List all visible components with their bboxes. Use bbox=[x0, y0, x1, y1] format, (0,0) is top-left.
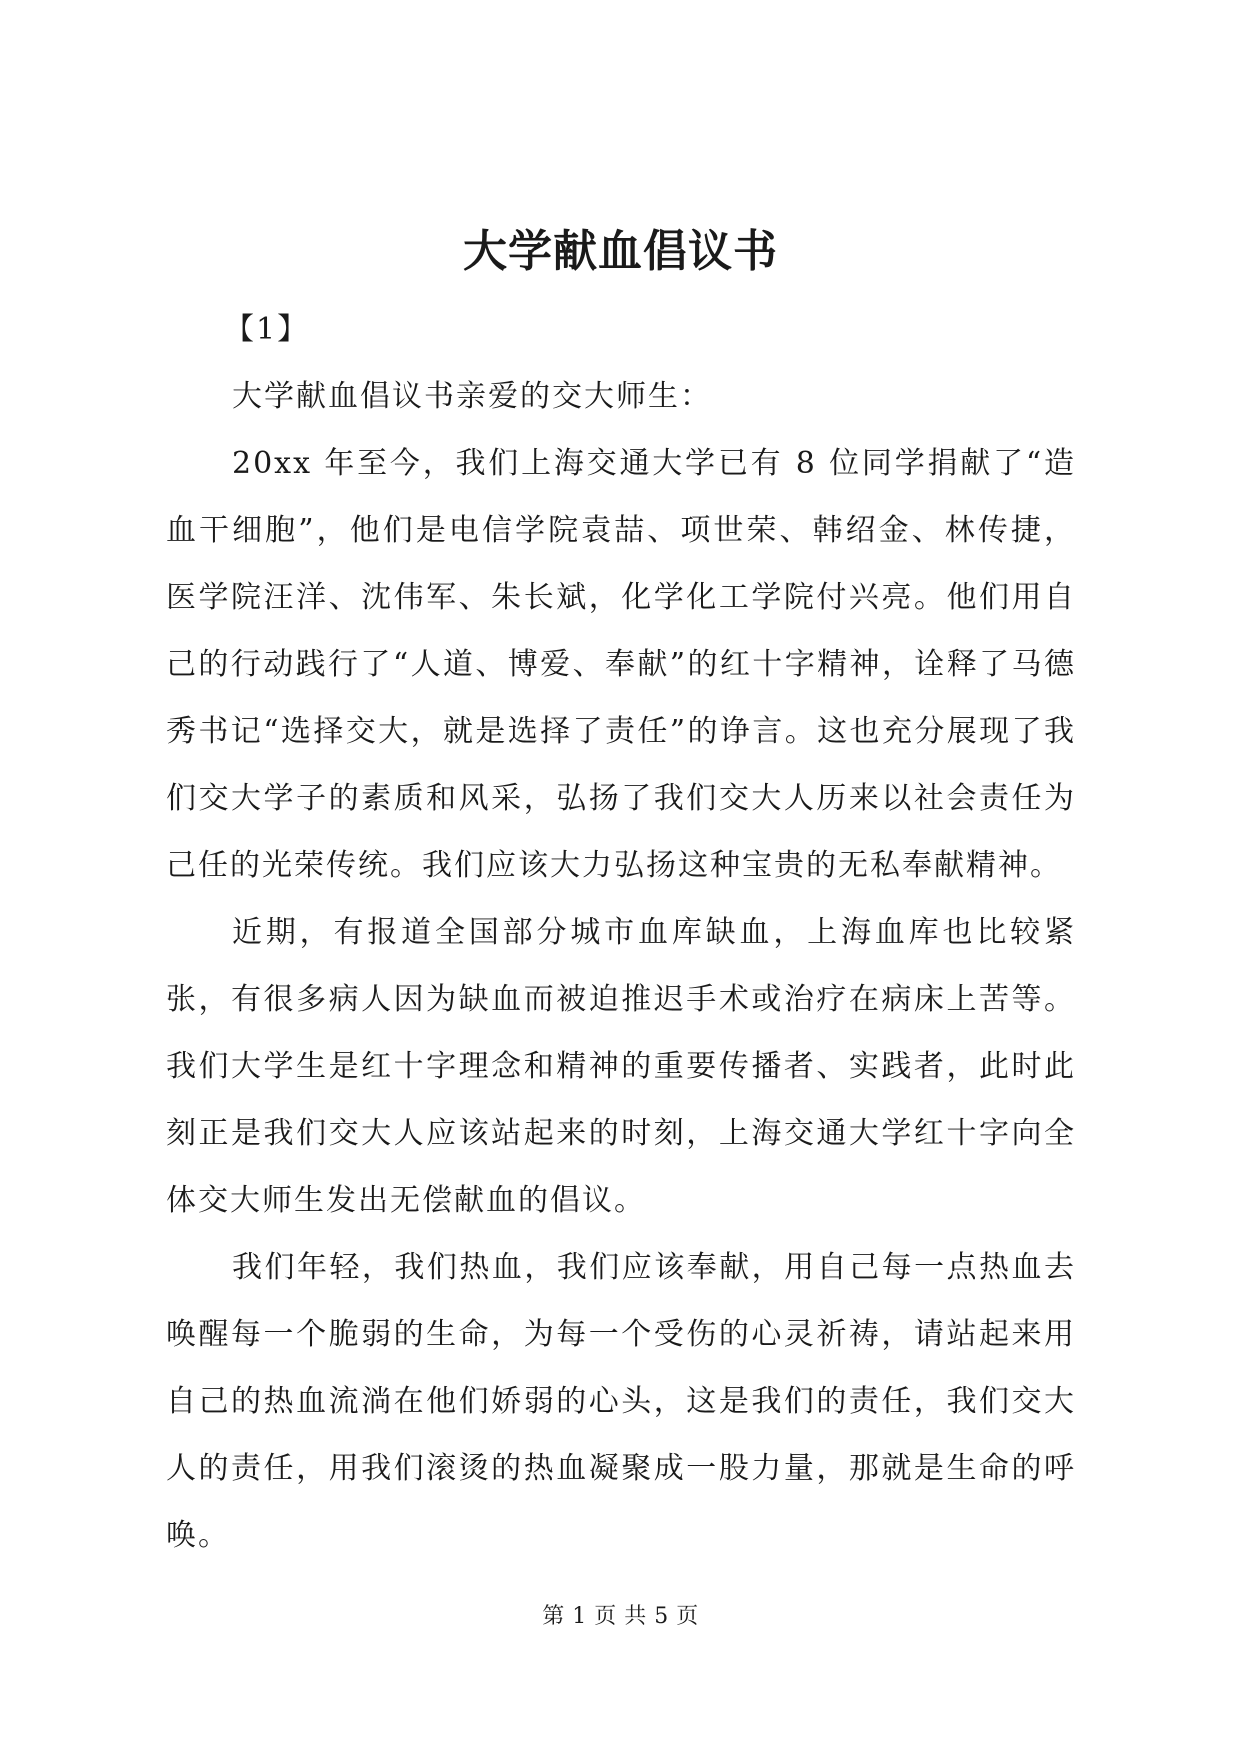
paragraph-call-to-action: 我们年轻，我们热血，我们应该奉献，用自己每一点热血去唤醒每一个脆弱的生命，为每一个受伤的心灵祈祷，请站起来用自己的热血流淌在他们娇弱的心头，这是我们的责任，我们交大人的责任，用我们滚烫的热血凝聚成一股力量，那就是生命的呼唤。 bbox=[166, 1250, 1076, 1553]
paragraph-salutation: 大学献血倡议书亲爱的交大师生： bbox=[232, 379, 712, 414]
document-body bbox=[166, 296, 1076, 1569]
paragraph-blood-shortage: 近期，有报道全国部分城市血库缺血，上海血库也比较紧张，有很多病人因为缺血而被迫推迟手术或治疗在病床上苦等。我们大学生是红十字理念和精神的重要传播者、实践者，此时此刻正是我们交大人应该站起来的时刻，上海交通大学红十字向全体交大师生发出无偿献血的倡议。 bbox=[166, 915, 1076, 1218]
section-heading: 【1】 bbox=[224, 312, 310, 347]
document-title: 大学献血倡议书 bbox=[463, 226, 778, 277]
page-footer: 第 1 页 共 5 页 bbox=[542, 1604, 699, 1629]
paragraph-donors: 20xx 年至今，我们上海交通大学已有 8 位同学捐献了“造血干细胞”，他们是电信学院袁喆、项世荣、韩绍金、林传捷，医学院汪洋、沈伟军、朱长斌，化学化工学院付兴亮。他们用自己的行动践行了“人道、博爱、奉献”的红十字精神，诠释了马德秀书记“选择交大，就是选择了责任”的诤言。这也充分展现了我们交大学子的素质和风采，弘扬了我们交大人历来以社会责任为己任的光荣传统。我们应该大力弘扬这种宝贵的无私奉献精神。 bbox=[166, 446, 1076, 883]
